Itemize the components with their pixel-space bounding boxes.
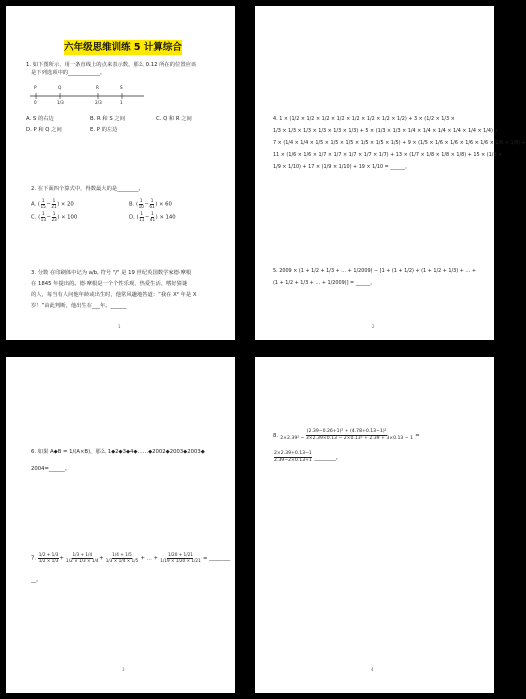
question-8-expression: 8. $\frac{\text{(2.39−0.26+1)² + (4.78+0.13−1)²}}{\text{2×2.39² − 3×2.39×0.13 − 2×0.13² + 2.39 + 3×0.13 − 1}}$ = [273, 429, 420, 441]
page-number: 2 [372, 324, 375, 329]
question-3-line-3: 的人，每当有人问他年龄或出生时，他常风趣地答道：“我在 X² 年是 X [31, 292, 197, 298]
page-title: 六年级思维训练 5 计算综合 [64, 42, 182, 53]
worksheet-page-3 [6, 357, 235, 693]
option-d: D. P 和 Q 之间 [26, 127, 62, 133]
question-1-text: 1. 如下图所示，用一条直线上的点来表示数，那么 0.12 所在的位置应该 [26, 62, 197, 68]
worksheet-page-4 [255, 357, 494, 693]
question-3-line-4: 岁！”由此判断，他出生在___年。______ [31, 303, 127, 309]
tick-label-1-3: 1/3 [57, 100, 64, 105]
option-b: B. R 和 S 之间 [90, 116, 125, 122]
option-c: C. Q 和 R 之间 [156, 116, 192, 122]
question-1-text-cont: 是下列选项中的____________。 [31, 70, 106, 76]
question-3-line-2: 在 1845 年提出的。德·摩根是一个个性乐观、热爱生活、嗜好猜谜 [31, 281, 188, 287]
number-line [24, 82, 164, 110]
question-4-line-5: 1/9 × 1/10) + 17 × (1/9 × 1/10) + 19 × 1/10 = ______。 [273, 164, 410, 170]
point-s-label: S [120, 85, 123, 90]
question-4-line-1: 4. 1 × (1/2 × 1/2 × 1/2 × 1/2 × 1/2 × 1/2 × 1/2 × 1/2) + 3 × (1/2 × 1/3 × [273, 116, 455, 122]
q2-option-a: A. ( $\frac{1}{15}$ − $\frac{1}{21}$ ) × 20 [31, 198, 74, 209]
point-p-label: P [34, 85, 37, 90]
number-line-graphic [24, 82, 164, 110]
question-5-line-2: (1 + 1/2 + 1/3 + … + 1/2009)] = ______。 [273, 280, 376, 286]
q2-option-d: D. ( $\frac{1}{11}$ − $\frac{1}{41}$ ) × 140 [129, 211, 176, 222]
option-e: E. P 的左边 [90, 127, 118, 133]
point-q-label: Q [58, 85, 62, 90]
q2-option-b: B. ( $\frac{1}{10}$ − $\frac{1}{61}$ ) × 60 [129, 198, 172, 209]
worksheet-page-1 [6, 6, 235, 340]
q7-term-2: $\frac{1/3 + 1/4}{1/2 \times 1/3 \times 1/4}$ [66, 552, 99, 563]
page-number: 1 [118, 324, 121, 329]
question-4-line-3: 7 × (1/4 × 1/4 × 1/5 × 1/5 × 1/5 × 1/5 × 1/5 × 1/5) + 9 × (1/5 × 1/6 × 1/6 × 1/6 × 1/6 × 1/6 × 1/6) + [273, 140, 526, 146]
page-number: 4 [371, 667, 374, 672]
tick-label-0: 0 [34, 100, 37, 105]
question-7-end: __。 [31, 577, 42, 583]
question-7-expression: 7. $\frac{1/2 + 1/3}{1/2 \times 1/3}$ + $\frac{1/3 + 1/4}{1/2 \times 1/3 \times 1/4}$ + $\frac{1/4 + 1/5}{1/3 \times 1/4 \times 1/5}$ + … + $\frac{1/20 + 1/21}{1/19 \times 1/20 \times 1/21}$ = ________ [31, 552, 231, 563]
question-6-line-1: 6. 如果 A◆B = 1/(A×B)，那么 1◆2◆3◆4◆……◆2002◆2003◆2003◆ [31, 449, 205, 455]
worksheet-page-2 [255, 6, 526, 340]
q7-term-1: $\frac{1/2 + 1/3}{1/2 \times 1/3}$ [38, 552, 59, 563]
question-2-text: 2. 在下面四个算式中，得数最大的是________。 [31, 186, 144, 192]
tick-label-1: 1 [120, 100, 123, 105]
option-a: A. S 的右边 [26, 116, 54, 122]
question-6-line-2: 2004=______。 [31, 466, 71, 472]
q7-term-last: $\frac{1/20 + 1/21}{1/19 \times 1/20 \times 1/21}$ [160, 552, 201, 563]
question-4-line-2: 1/3 × 1/3 × 1/3 × 1/3 × 1/3 × 1/3) + 5 × (1/3 × 1/3 × 1/4 × 1/4 × 1/4 × 1/4 × 1/4 × 1/4) + [273, 128, 499, 134]
q8-fraction-1: $\frac{\text{(2.39−0.26+1)² + (4.78+0.13−1)²}}{\text{2×2.39² − 3×2.39×0.13 − 2×0.13² + 2.39 + 3×0.13 − 1}}$ [280, 429, 414, 441]
question-8-fraction-2: $\frac{2\times 2.39+0.13-1}{2.39-2\times 0.13+1}$ ________。 [274, 451, 342, 463]
q2-option-c: C. ( $\frac{1}{13}$ − $\frac{1}{23}$ ) × 100 [31, 211, 78, 222]
question-3-line-1: 3. 分数 在印刷体中记为 a/b, 符号 "/" 是 19 世纪英国数学家德·摩根 [31, 270, 192, 276]
page-number: 3 [122, 667, 125, 672]
question-5-line-1: 5. 2009 × (1 + 1/2 + 1/3 + … + 1/2009) − [1 + (1 + 1/2) + (1 + 1/2 + 1/3) + … + [273, 268, 476, 274]
tick-label-2-3: 2/3 [95, 100, 102, 105]
question-4-line-4: 11 × (1/6 × 1/6 × 1/7 × 1/7 × 1/7 × 1/7 × 1/7) + 13 × (1/7 × 1/8 × 1/8 × 1/8) + 15 × (1/8 × [273, 152, 503, 158]
q7-term-3: $\frac{1/4 + 1/5}{1/3 \times 1/4 \times 1/5}$ [105, 552, 139, 563]
point-r-label: R [96, 85, 99, 90]
